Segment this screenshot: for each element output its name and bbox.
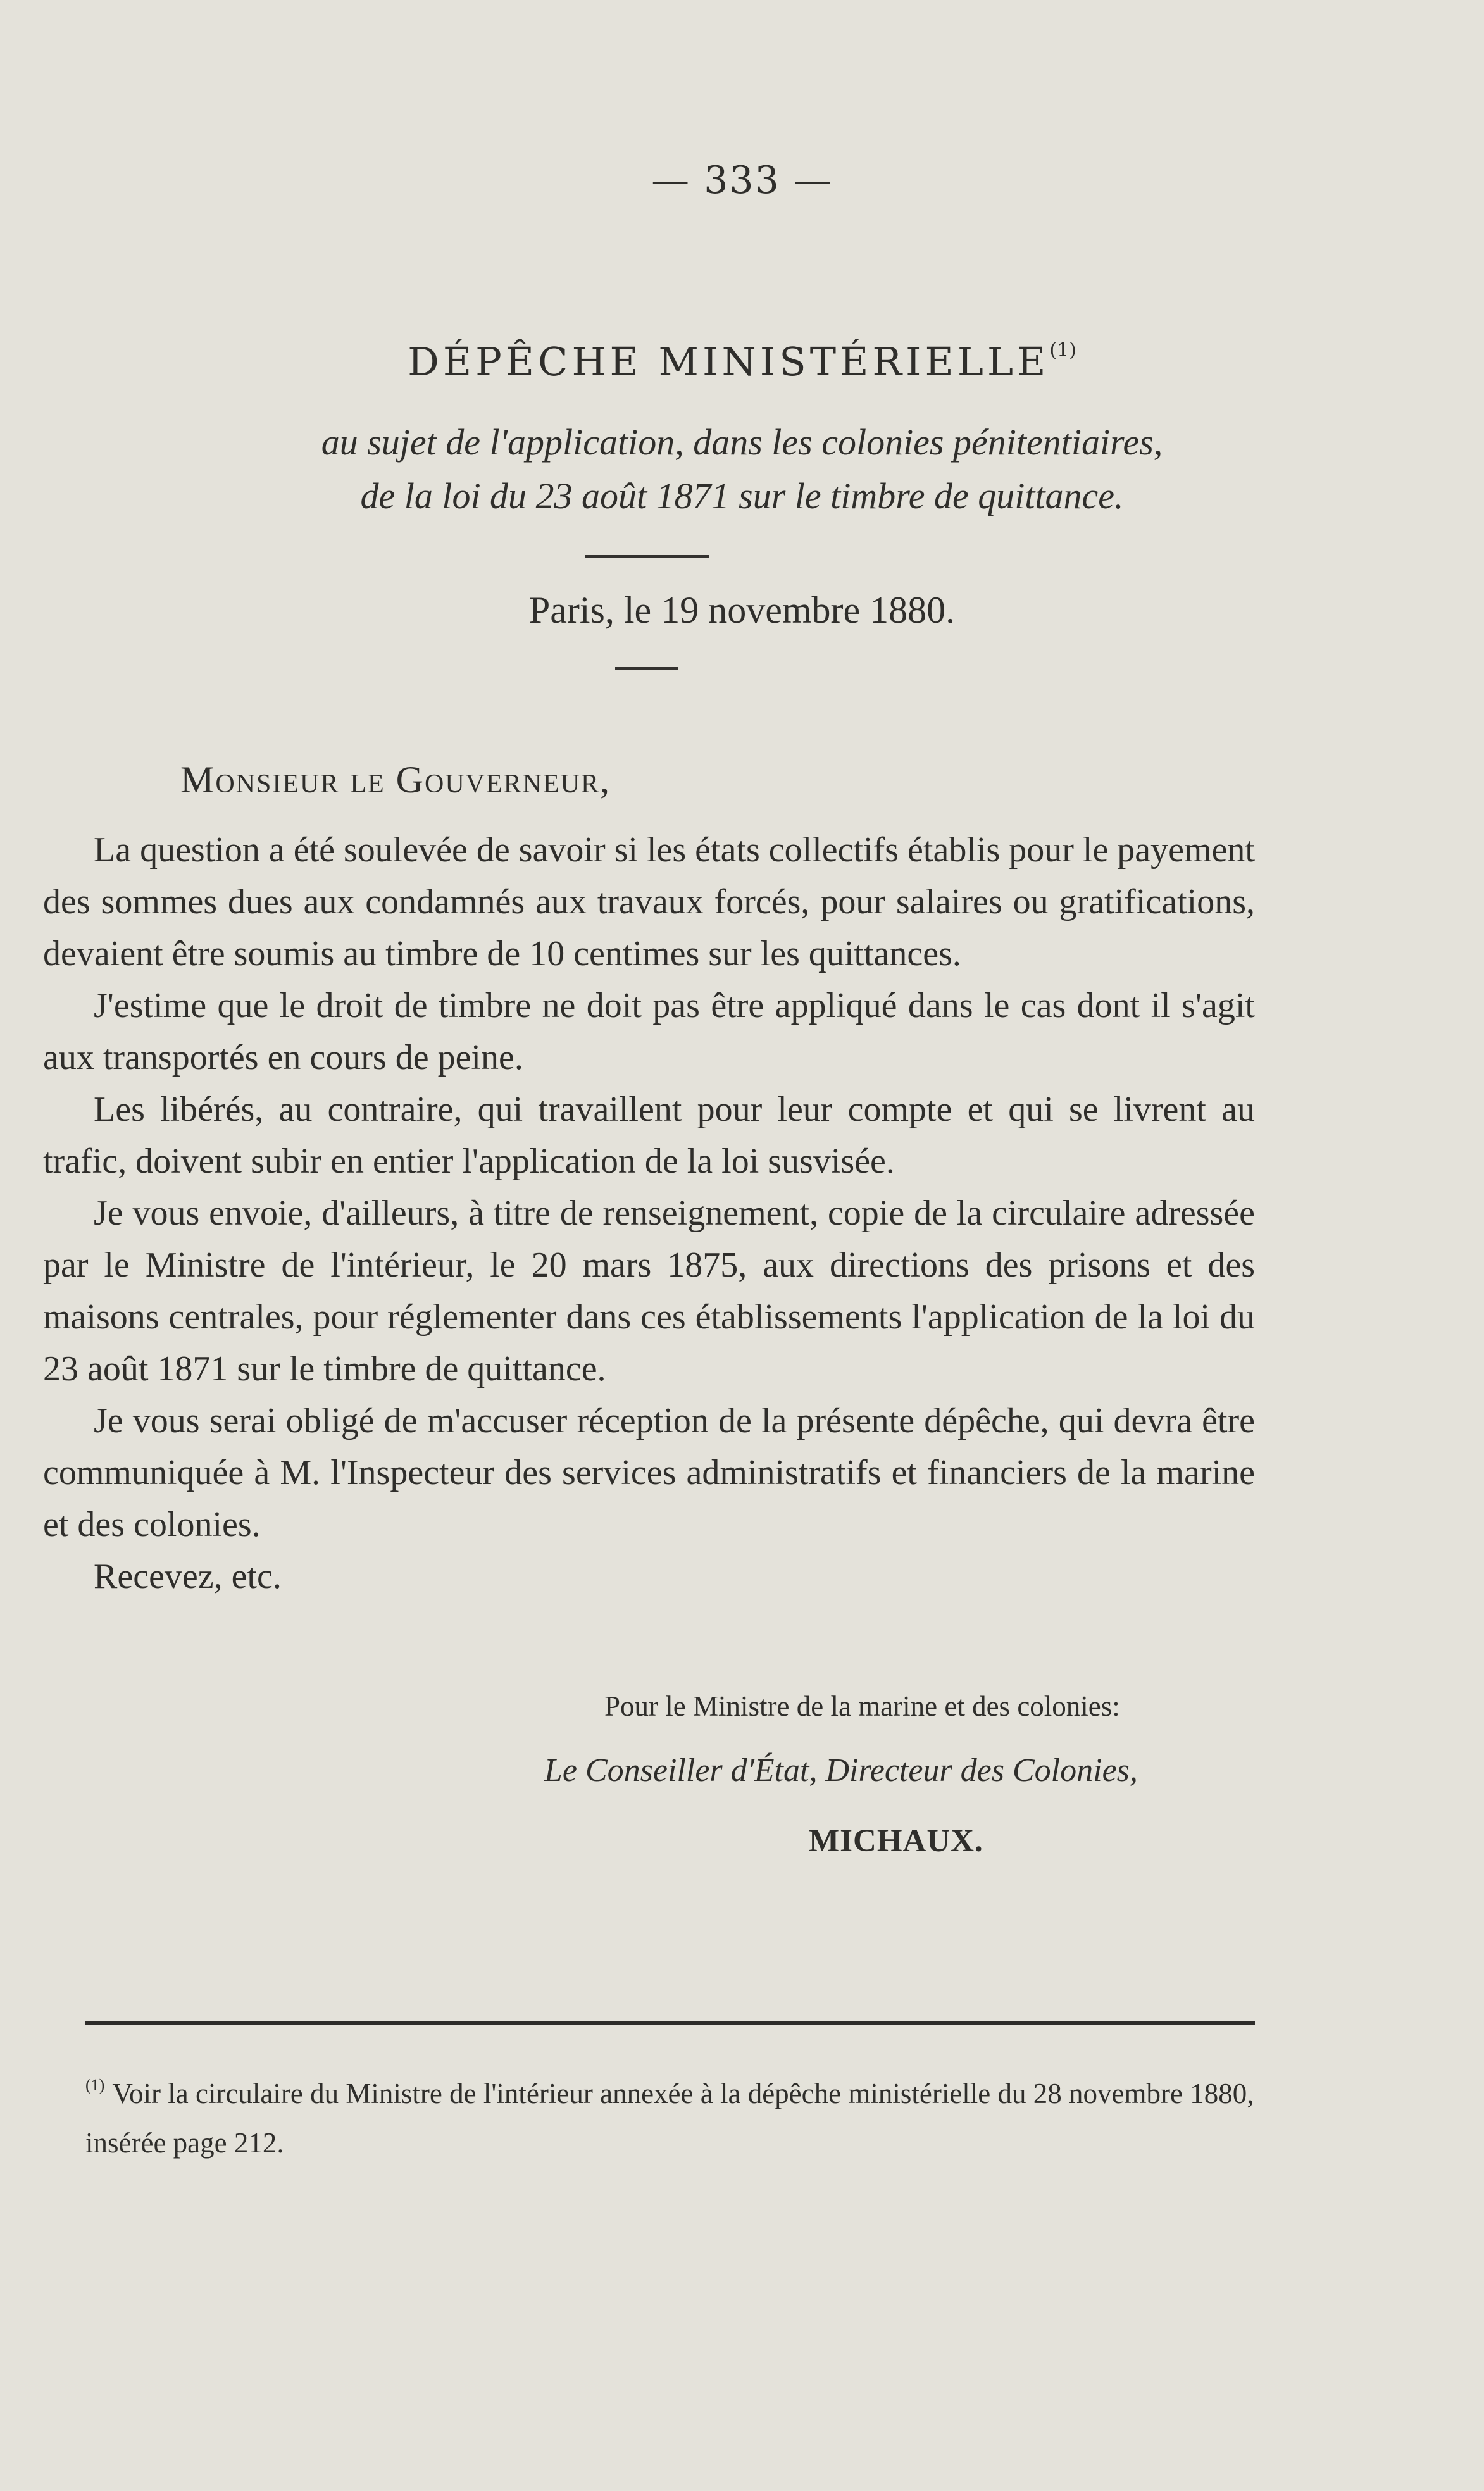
- title-footnote-ref: (1): [1049, 339, 1076, 361]
- closing-paragraph: Recevez, etc.: [94, 1557, 282, 1596]
- letter-body: [43, 824, 1255, 1602]
- subtitle-line-2: de la loi du 23 août 1871 sur le timbre de quittance.: [360, 475, 1124, 516]
- body-paragraph: Les libérés, au contraire, qui travaillent pour leur compte et qui se livrent au trafic, doivent subir en entier l'application de la loi susvisée.: [43, 1090, 1255, 1181]
- footnote-divider: [85, 2021, 1255, 2025]
- body-paragraph: J'estime que le droit de timbre ne doit pas être appliqué dans le cas dont il s'agit aux transportés en cours de peine.: [43, 986, 1255, 1077]
- signature-title: Le Conseiller d'État, Directeur des Colonies,: [544, 1752, 1138, 1789]
- footnote-text: Voir la circulaire du Ministre de l'intérieur annexée à la dépêche ministérielle du 28 novembre 1880, insérée page 212.: [85, 2078, 1254, 2159]
- body-paragraph: La question a été soulevée de savoir si les états collectifs établis pour le payement des sommes dues aux condamnés aux travaux forcés, pour salaires ou gratifications, devaient être soumis au timbre de 10 centimes sur les quittances.: [43, 830, 1255, 973]
- footnote: [85, 2061, 1255, 2168]
- signature-on-behalf: Pour le Ministre de la marine et des colonies:: [604, 1690, 1120, 1722]
- page-number: — 333 —: [651, 158, 833, 203]
- footnote-marker: (1): [85, 2076, 105, 2094]
- document-title: [0, 339, 1484, 385]
- title-divider: [585, 555, 709, 558]
- dateline: Paris, le 19 novembre 1880.: [528, 589, 956, 631]
- body-paragraph: Je vous serai obligé de m'accuser réception de la présente dépêche, qui devra être communiquée à M. l'Inspecteur des services administratifs et financiers de la marine et des colonies.: [43, 1401, 1255, 1544]
- date-divider: [615, 667, 678, 670]
- subtitle-line-1: au sujet de l'application, dans les colonies pénitentiaires,: [321, 421, 1163, 463]
- body-paragraph: Je vous envoie, d'ailleurs, à titre de renseignement, copie de la circulaire adressée par le Ministre de l'intérieur, le 20 mars 1875, aux directions des prisons et des maisons centrales, pour réglementer dans ces établissements l'application de la loi du 23 août 1871 sur le timbre de quittance.: [43, 1194, 1255, 1389]
- title-text: DÉPÊCHE MINISTÉRIELLE: [408, 339, 1050, 385]
- salutation: Monsieur le Gouverneur,: [180, 759, 611, 801]
- signature-name: MICHAUX.: [809, 1823, 983, 1859]
